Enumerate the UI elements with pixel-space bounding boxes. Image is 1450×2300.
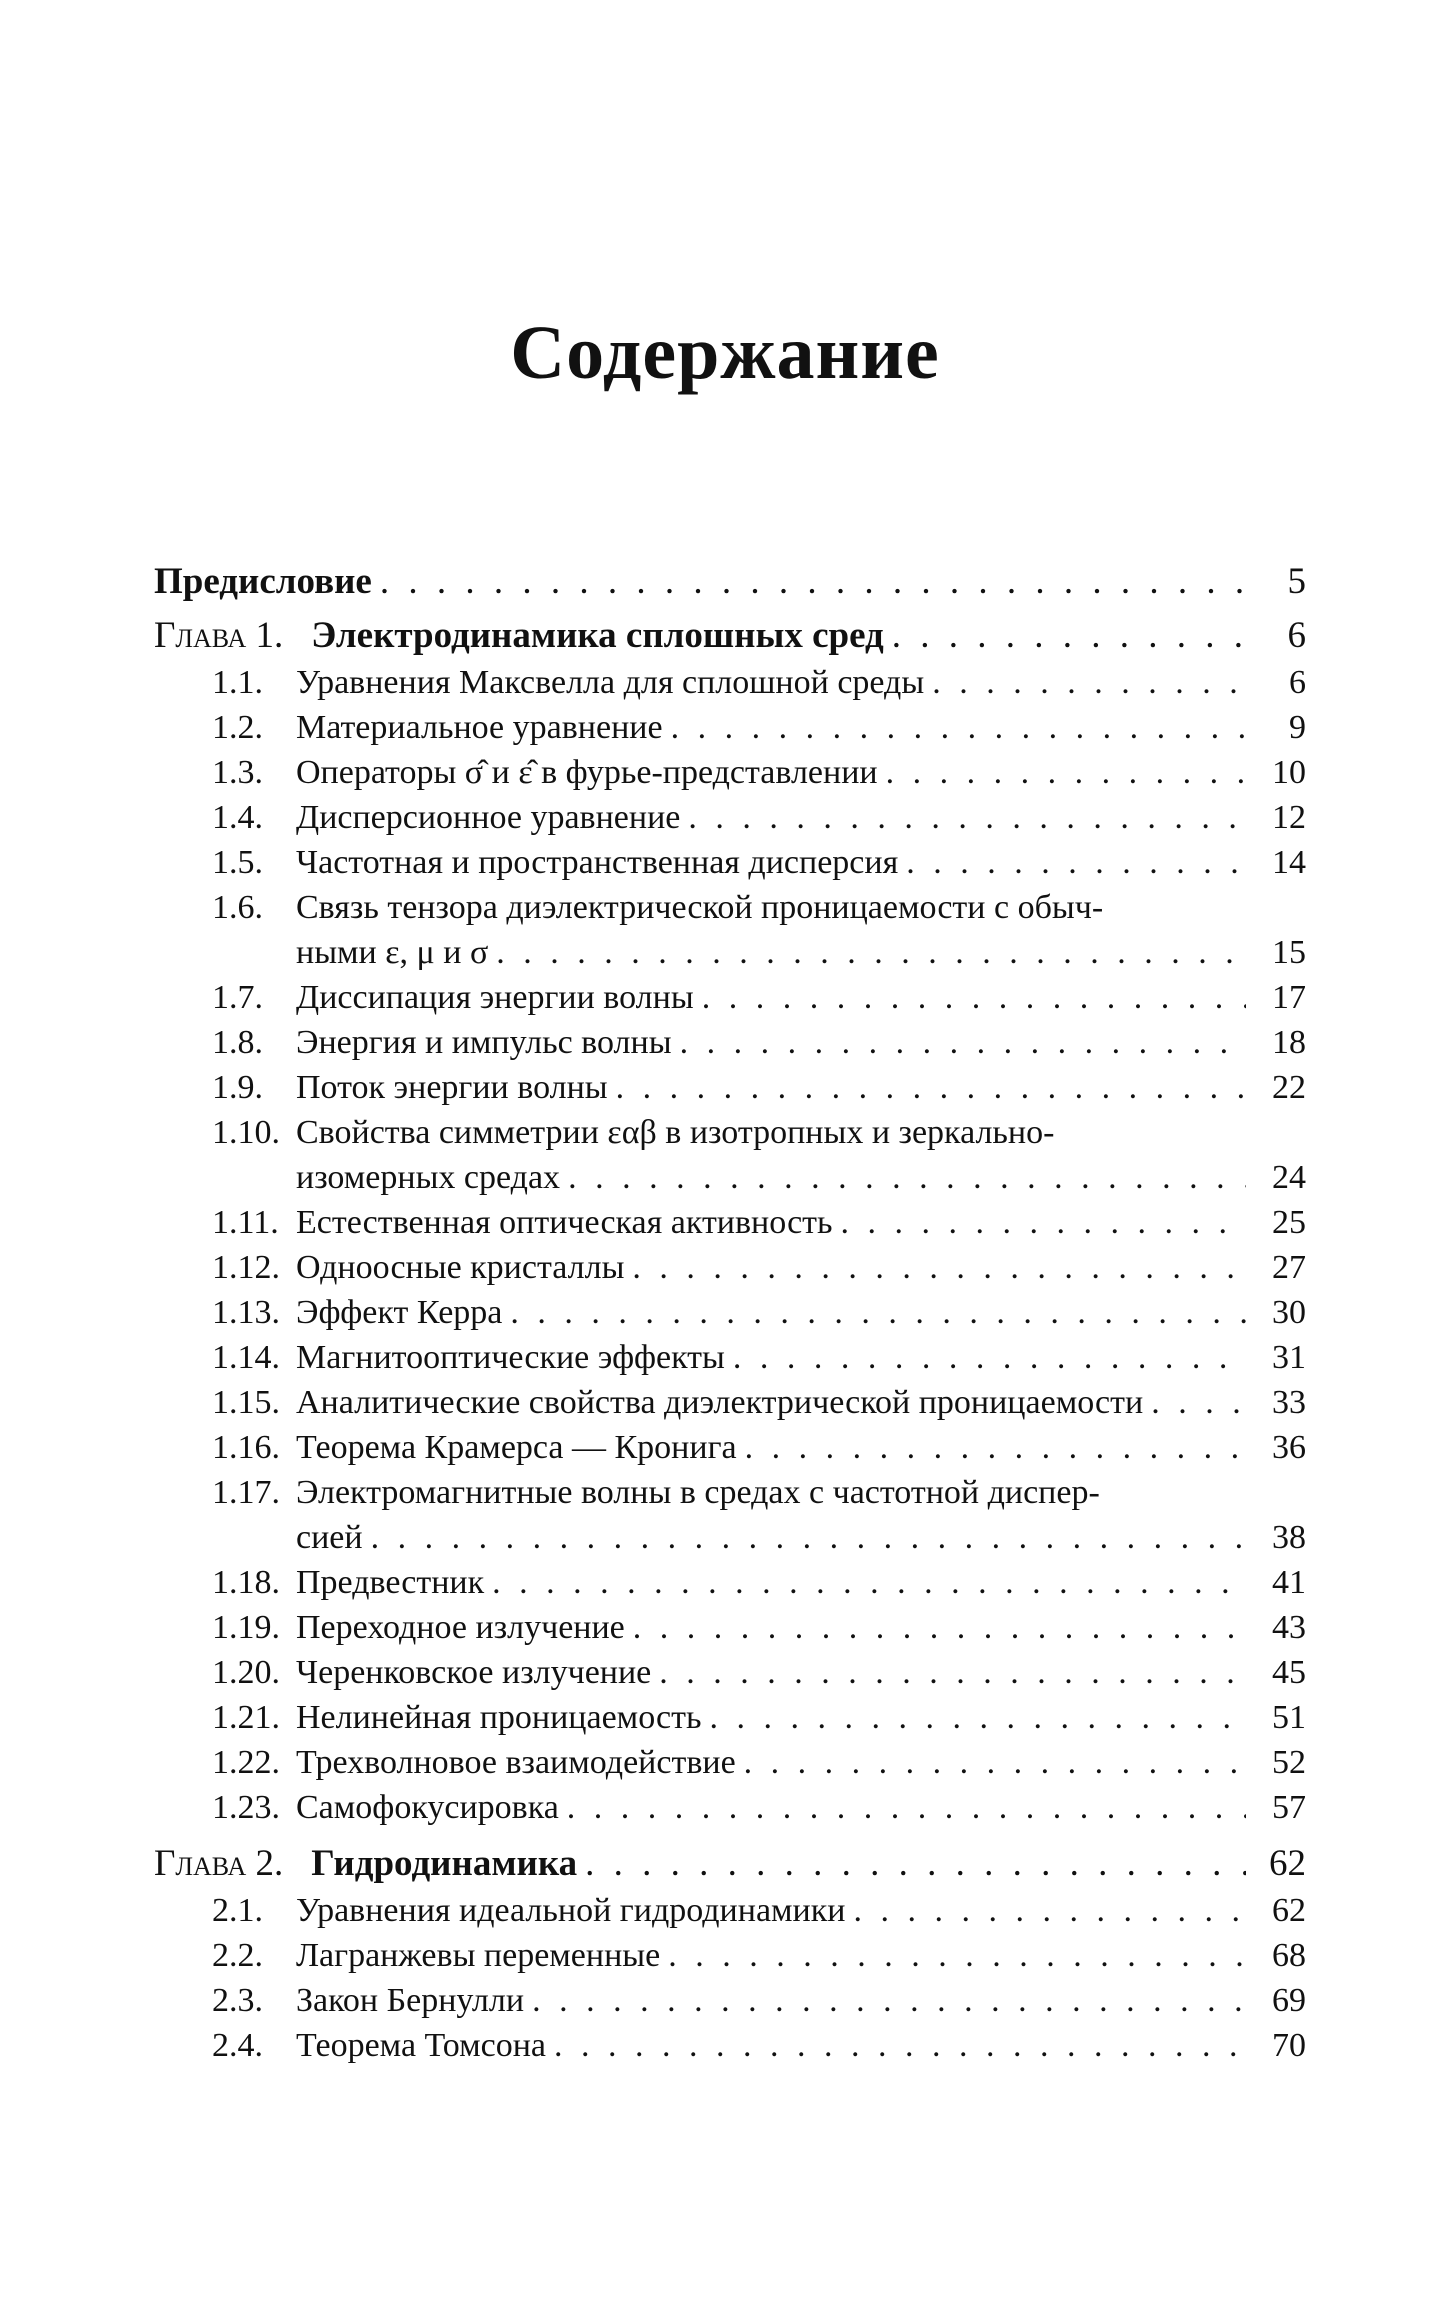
dot-leader [833,1200,1246,1245]
section-title: Материальное уравнение [296,709,663,746]
toc-chapter-entry[interactable] [154,1840,1306,1888]
section-title: Уравнения идеальной гидродинамики [296,1892,846,1929]
page-number: 6 [1289,664,1306,701]
toc-section-continuation[interactable] [154,1155,1306,1200]
section-number: 2.4. [212,2027,263,2064]
toc-entry-lead [154,2023,1246,2068]
dot-leader [608,1065,1246,1110]
page-number: 9 [1289,709,1306,746]
page-number: 14 [1272,844,1306,881]
chapter-word: Глава [154,1843,247,1884]
toc-entry-lead [154,885,1306,930]
toc-entry-lead [154,660,1246,705]
toc-section-entry[interactable] [154,1605,1306,1650]
toc-section-entry[interactable] [154,1065,1306,1110]
section-title: Теорема Томсона [296,2027,546,2064]
page-number: 57 [1272,1789,1306,1826]
dot-leader [484,1560,1246,1605]
section-number: 1.1. [212,664,263,701]
page-number: 10 [1272,754,1306,791]
page-number: 5 [1287,561,1306,602]
section-title: Поток энергии волны [296,1069,608,1106]
toc-entry-lead [154,1110,1306,1155]
toc-entry-lead [154,1335,1246,1380]
toc-entry-lead [154,975,1246,1020]
page-number: 12 [1272,799,1306,836]
dot-leader [560,1155,1246,1200]
toc-entry-lead [154,1740,1246,1785]
section-title: Естественная оптическая активность [296,1204,833,1241]
section-number: 1.3. [212,754,263,791]
page-number: 6 [1287,615,1306,656]
toc-section-entry[interactable] [154,1650,1306,1695]
section-number: 1.8. [212,1024,263,1061]
dot-leader [524,1978,1246,2023]
section-number: 1.19. [212,1609,280,1646]
toc-entry-lead [154,705,1246,750]
toc-entry-lead [154,750,1246,795]
section-title: Диссипация энергии волны [296,979,694,1016]
dot-leader [737,1425,1246,1470]
section-title: Теорема Крамерса — Кронига [296,1429,737,1466]
page-number: 69 [1272,1982,1306,2019]
dot-leader [736,1740,1246,1785]
toc-entry-lead [154,1290,1246,1335]
section-number: 1.4. [212,799,263,836]
section-title: Черенковское излучение [296,1654,652,1691]
toc-entry-title: Электродинамика сплошных сред [311,615,884,656]
toc-section-entry[interactable] [154,2023,1306,2068]
dot-leader [625,1605,1246,1650]
toc-section-entry[interactable] [154,1020,1306,1065]
section-number: 1.17. [212,1474,280,1511]
toc-entry-lead [154,1840,1246,1888]
section-title: Дисперсионное уравнение [296,799,681,836]
section-title: Эффект Керра [296,1294,503,1331]
dot-leader [488,930,1246,975]
section-title-continued: изомерных средах [296,1159,561,1196]
section-title: Свойства симметрии εαβ в изотропных и зеркально- [296,1114,1055,1151]
toc-entry-lead [154,1785,1246,1830]
page-number: 27 [1272,1249,1306,1286]
toc-entry-lead [154,1425,1246,1470]
toc-entry-lead [154,1245,1246,1290]
dot-leader [878,750,1246,795]
section-number: 1.18. [212,1564,280,1601]
page-number: 62 [1272,1892,1306,1929]
toc-section-entry[interactable] [154,1933,1306,1978]
section-number: 1.22. [212,1744,280,1781]
section-number: 2.1. [212,1892,263,1929]
toc-section-entry[interactable] [154,1560,1306,1605]
page-title: Содержание [510,311,940,395]
toc-entry-title: Гидродинамика [311,1843,578,1884]
toc-section-entry[interactable] [154,1110,1306,1155]
toc-entry-lead [154,840,1246,885]
toc-entry-title: Предисловие [154,561,372,602]
section-title: Нелинейная проницаемость [296,1699,702,1736]
dot-leader [845,1888,1246,1933]
toc-section-entry[interactable] [154,840,1306,885]
dot-leader [884,612,1246,660]
page-number: 17 [1272,979,1306,1016]
toc-preface-entry[interactable] [154,558,1306,606]
toc-section-entry[interactable] [154,885,1306,930]
chapter-number [154,1840,283,1888]
section-number: 1.16. [212,1429,280,1466]
page-number: 36 [1272,1429,1306,1466]
page-number: 45 [1272,1654,1306,1691]
toc-entry-lead [154,795,1246,840]
section-title: Закон Бернулли [296,1982,525,2019]
section-number: 1.11. [212,1204,279,1241]
toc-entry-lead [154,1933,1246,1978]
section-number: 1.23. [212,1789,280,1826]
page-number: 24 [1272,1159,1306,1196]
toc-section-continuation[interactable] [154,930,1306,975]
toc-entry-lead [154,1380,1246,1425]
toc-section-entry[interactable] [154,1425,1306,1470]
dot-leader [672,1020,1246,1065]
section-number: 2.3. [212,1982,263,2019]
page-number: 30 [1272,1294,1306,1331]
toc-section-entry[interactable] [154,1978,1306,2023]
toc-entry-lead [154,1155,1246,1200]
page-number: 25 [1272,1204,1306,1241]
toc-entry-lead [154,1978,1246,2023]
toc-section-entry[interactable] [154,1335,1306,1380]
chapter-num-value: 2. [246,1843,284,1884]
toc-entry-lead [154,1065,1246,1110]
section-number: 1.14. [212,1339,280,1376]
toc-section-entry[interactable] [154,705,1306,750]
dot-leader [502,1290,1246,1335]
toc-entry-lead [154,1605,1246,1650]
section-title: Трехволновое взаимодействие [296,1744,736,1781]
dot-leader [898,840,1246,885]
toc-section-entry[interactable] [154,1785,1306,1830]
page-number: 38 [1272,1519,1306,1556]
dot-leader [702,1695,1247,1740]
page-number: 68 [1272,1937,1306,1974]
toc-entry-lead [154,1200,1246,1245]
section-title: Одноосные кристаллы [296,1249,625,1286]
toc-section-entry[interactable] [154,1695,1306,1740]
section-number: 1.9. [212,1069,263,1106]
toc-entry-lead [154,612,1246,660]
page-number: 70 [1272,2027,1306,2064]
page-number: 33 [1272,1384,1306,1421]
toc-section-entry[interactable] [154,1380,1306,1425]
page-number: 62 [1269,1843,1306,1884]
section-number: 1.2. [212,709,263,746]
dot-leader [624,1245,1246,1290]
section-number: 2.2. [212,1937,263,1974]
toc-section-entry[interactable] [154,1740,1306,1785]
toc-section-continuation[interactable] [154,1515,1306,1560]
dot-leader [546,2023,1246,2068]
page-number: 52 [1272,1744,1306,1781]
section-title: Предвестник [296,1564,485,1601]
toc-section-entry[interactable] [154,750,1306,795]
section-number: 1.15. [212,1384,280,1421]
dot-leader [924,660,1246,705]
toc-section-entry[interactable] [154,660,1306,705]
section-title: Энергия и импульс волны [296,1024,672,1061]
page-number: 43 [1272,1609,1306,1646]
page-number: 22 [1272,1069,1306,1106]
dot-leader [725,1335,1246,1380]
toc-entry-lead [154,1888,1246,1933]
toc-section-entry[interactable] [154,1245,1306,1290]
section-title: Магнитооптические эффекты [296,1339,725,1376]
page-number: 41 [1272,1564,1306,1601]
section-title-continued: ными ε, μ и σ [296,934,489,971]
toc-entry-lead [154,930,1246,975]
toc-section-entry[interactable] [154,1290,1306,1335]
toc-section-entry[interactable] [154,1470,1306,1515]
section-number: 1.5. [212,844,263,881]
dot-leader [694,975,1246,1020]
section-number: 1.13. [212,1294,280,1331]
dot-leader [680,795,1246,840]
toc-entry-lead [154,1470,1306,1515]
toc-section-entry[interactable] [154,975,1306,1020]
dot-leader [363,1515,1246,1560]
section-title: Электромагнитные волны в средах с частотной диспер- [296,1474,1100,1511]
section-title: Уравнения Максвелла для сплошной среды [296,664,925,701]
section-number: 1.7. [212,979,263,1016]
toc-entry-lead [154,1020,1246,1065]
chapter-word: Глава [154,615,247,656]
dot-leader [660,1933,1246,1978]
section-title: Переходное излучение [296,1609,625,1646]
toc-section-entry[interactable] [154,795,1306,840]
dot-leader [372,558,1246,606]
section-title: Частотная и пространственная дисперсия [296,844,899,881]
page-number: 51 [1272,1699,1306,1736]
page-number: 31 [1272,1339,1306,1376]
toc-entry-lead [154,1650,1246,1695]
section-title-continued: сией [296,1519,363,1556]
toc-section-entry[interactable] [154,1200,1306,1245]
dot-leader [663,705,1246,750]
dot-leader [651,1650,1246,1695]
section-number: 1.10. [212,1114,280,1151]
toc-section-entry[interactable] [154,1888,1306,1933]
section-number: 1.21. [212,1699,280,1736]
toc-entry-lead [154,1560,1246,1605]
page-number: 18 [1272,1024,1306,1061]
table-of-contents [154,558,1306,2068]
toc-entry-lead [154,558,1246,606]
toc-entry-lead [154,1695,1246,1740]
dot-leader [1143,1380,1246,1425]
section-number: 1.20. [212,1654,280,1691]
section-title: Аналитические свойства диэлектрической проницаемости [296,1384,1144,1421]
section-number: 1.6. [212,889,263,926]
section-title: Операторы σ̂ и ε̂ в фурье-представлении [296,754,878,791]
toc-chapter-entry[interactable] [154,612,1306,660]
toc-entry-lead [154,1515,1246,1560]
section-title: Лагранжевы переменные [296,1937,661,1974]
chapter-num-value: 1. [246,615,284,656]
chapter-number [154,612,283,660]
page-number: 15 [1272,934,1306,971]
dot-leader [559,1785,1246,1830]
dot-leader [577,1840,1246,1888]
section-title: Самофокусировка [296,1789,559,1826]
section-title: Связь тензора диэлектрической проницаемости с обыч- [296,889,1104,926]
section-number: 1.12. [212,1249,280,1286]
